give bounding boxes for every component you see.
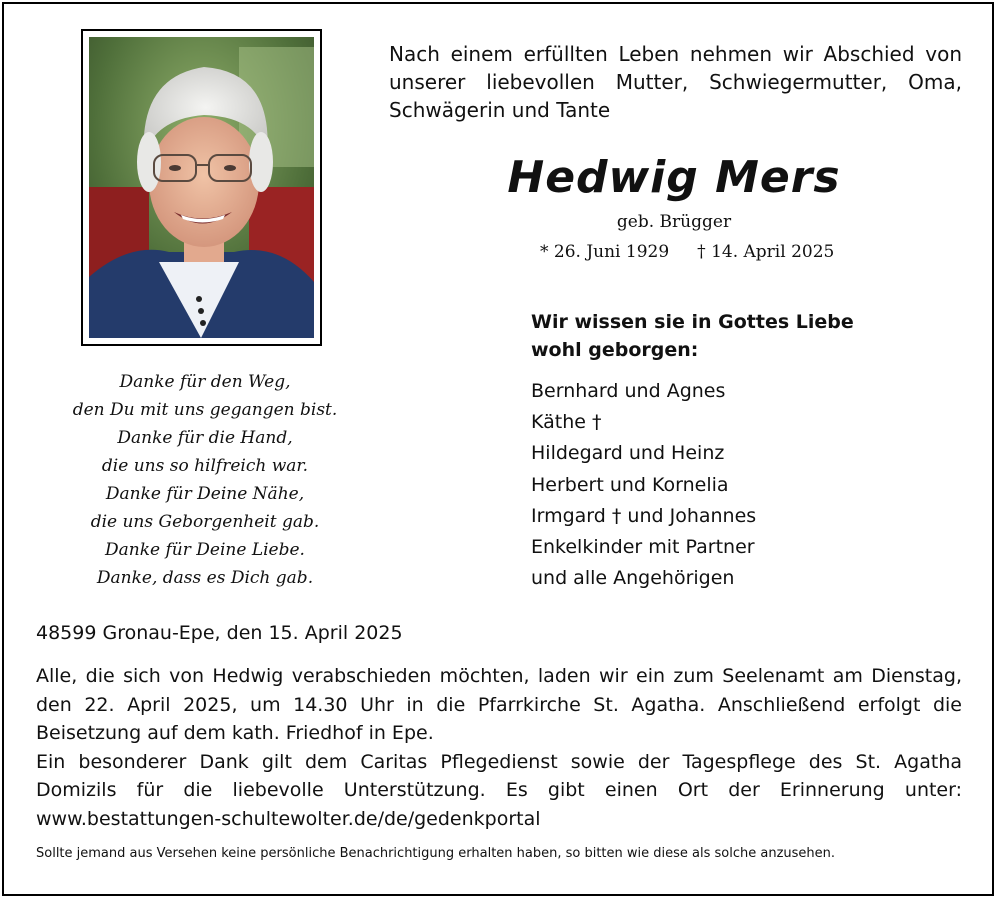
body-line: Beisetzung auf dem kath. Friedhof in Epe.	[36, 722, 434, 744]
intro-line: Schwägerin und Tante	[389, 98, 611, 122]
poem-line: den Du mit uns gegangen bist.	[72, 400, 338, 420]
mourner-entry: Käthe †	[531, 411, 602, 434]
body-line: den 22. April 2025, um 14.30 Uhr in die Pfarrkirche St. Agatha. Anschließend erfolgt die	[36, 693, 962, 716]
poem-line: die uns Geborgenheit gab.	[90, 512, 320, 532]
mourner-entry: und alle Angehörigen	[531, 567, 735, 590]
mourners-list	[531, 376, 756, 594]
mourner-entry: Irmgard † und Johannes	[531, 504, 757, 527]
intro-line: unserer liebevollen Mutter, Schwiegermutter, Oma,	[389, 70, 962, 94]
poem	[40, 368, 370, 592]
memorial-portal-link[interactable]: www.bestattungen-schultewolter.de/de/gedenkportal	[36, 807, 541, 830]
body-line: Ein besonderer Dank gilt dem Caritas Pflegedienst sowie der Tagespflege des St. Agatha	[36, 750, 962, 773]
life-dates	[540, 242, 834, 262]
intro-line: Nach einem erfüllten Leben nehmen wir Abschied von	[389, 42, 962, 66]
maiden-name: geb. Brügger	[616, 212, 732, 232]
poem-line: Danke für den Weg,	[119, 372, 291, 392]
portrait-frame	[81, 29, 322, 346]
birth-date: * 26. Juni 1929	[540, 242, 670, 262]
footnote: Sollte jemand aus Versehen keine persönliche Benachrichtigung erhalten haben, so bitten wie diese als solche anzusehen.	[36, 846, 836, 861]
mourner-entry: Bernhard und Agnes	[531, 380, 726, 402]
intro-text	[389, 40, 962, 124]
mourner-entry: Hildegard und Heinz	[531, 442, 725, 465]
poem-line: Danke für die Hand,	[117, 428, 293, 448]
mourners-heading	[531, 308, 854, 364]
place-date: 48599 Gronau-Epe, den 15. April 2025	[36, 622, 403, 644]
poem-line: Danke für Deine Liebe.	[105, 540, 305, 560]
heading-line: wohl geborgen:	[531, 339, 699, 361]
mourner-entry: Enkelkinder mit Partner	[531, 536, 755, 559]
death-date: † 14. April 2025	[697, 242, 835, 262]
poem-line: Danke für Deine Nähe,	[105, 484, 305, 504]
deceased-name: Hedwig Mers	[507, 152, 841, 203]
poem-line: Danke, dass es Dich gab.	[96, 568, 314, 588]
poem-line: die uns so hilfreich war.	[101, 456, 309, 476]
body-line: Domizils für die liebevolle Unterstützung. Es gibt einen Ort der Erinnerung unter:	[36, 779, 962, 801]
heading-line: Wir wissen sie in Gottes Liebe	[531, 311, 854, 333]
service-details	[36, 662, 962, 833]
mourner-entry: Herbert und Kornelia	[531, 473, 729, 496]
body-line: Alle, die sich von Hedwig verabschieden möchten, laden wir ein zum Seelenamt am Dienstag,	[36, 665, 962, 687]
portrait-photo	[89, 37, 314, 338]
